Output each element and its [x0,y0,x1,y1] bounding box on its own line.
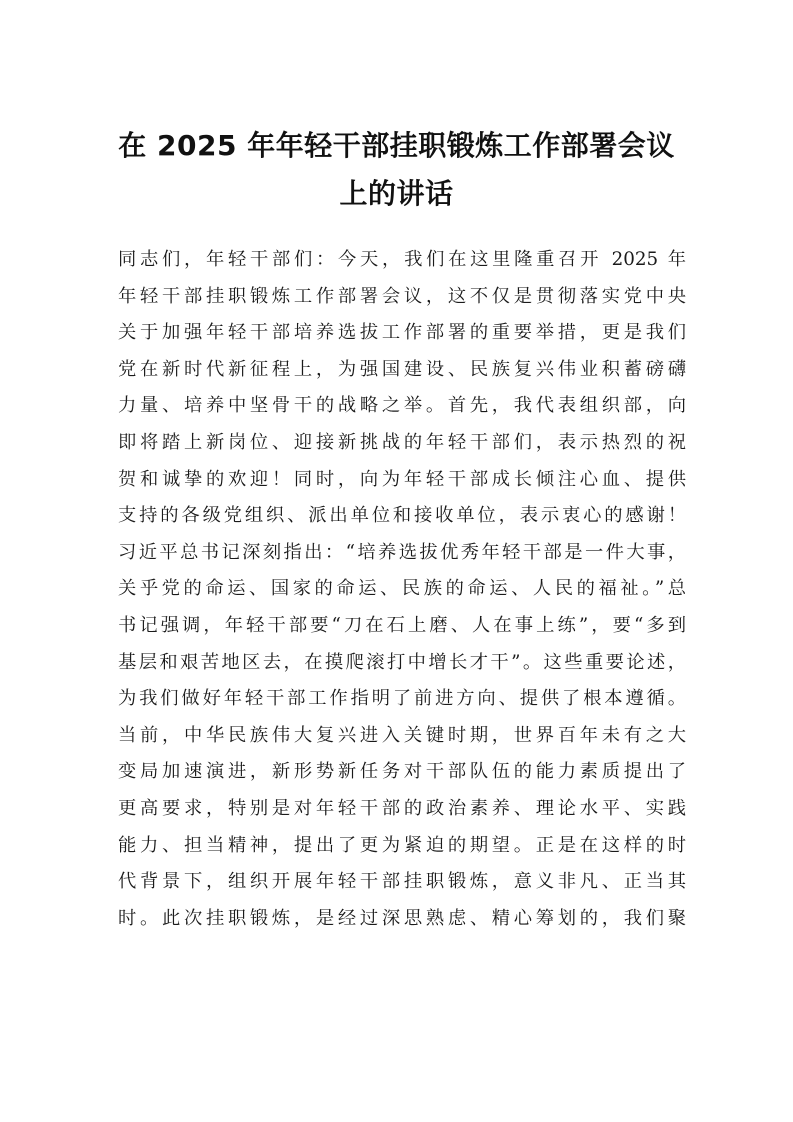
body-line: 力量、培养中坚骨干的战略之举。首先，我代表组织部，向 [118,395,686,417]
body-line: 当前，中华民族伟大复兴进入关键时期，世界百年未有之大 [118,724,686,746]
body-line: 即将踏上新岗位、迎接新挑战的年轻干部们，表示热烈的祝 [118,431,686,453]
body-line: 关乎党的命运、国家的命运、民族的命运、人民的福祉。”总 [118,578,686,600]
body-line: 为我们做好年轻干部工作指明了前进方向、提供了根本遵循。 [118,688,686,710]
body-line: 同志们，年轻干部们：今天，我们在这里隆重召开 2025 年 [118,249,686,270]
body-line: 关于加强年轻干部培养选拔工作部署的重要举措，更是我们 [118,322,686,344]
body-line: 贺和诚挚的欢迎！同时，向为年轻干部成长倾注心血、提供 [118,468,686,490]
document-title [100,122,693,218]
body-line: 党在新时代新征程上，为强国建设、民族复兴伟业积蓄磅礴 [118,358,686,380]
body-line: 时。此次挂职锻炼，是经过深思熟虑、精心筹划的，我们聚 [118,907,686,929]
body-line: 变局加速演进，新形势新任务对干部队伍的能力素质提出了 [118,761,686,783]
body-line: 代背景下，组织开展年轻干部挂职锻炼，意义非凡、正当其 [118,871,686,893]
document-body [118,242,686,937]
body-line: 基层和艰苦地区去，在摸爬滚打中增长才干”。这些重要论述， [118,651,686,673]
body-line: 年轻干部挂职锻炼工作部署会议，这不仅是贯彻落实党中央 [118,285,686,307]
title-line-2: 上的讲话 [339,177,454,210]
body-line: 书记强调，年轻干部要“刀在石上磨、人在事上练”，要“多到 [118,614,686,636]
body-line: 更高要求，特别是对年轻干部的政治素养、理论水平、实践 [118,797,686,819]
body-line: 支持的各级党组织、派出单位和接收单位，表示衷心的感谢！ [118,505,686,527]
body-line: 能力、担当精神，提出了更为紧迫的期望。正是在这样的时 [118,834,686,856]
body-line: 习近平总书记深刻指出：“培养选拔优秀年轻干部是一件大事， [118,541,686,563]
title-line-1: 在 2025 年年轻干部挂职锻炼工作部署会议 [118,129,675,162]
